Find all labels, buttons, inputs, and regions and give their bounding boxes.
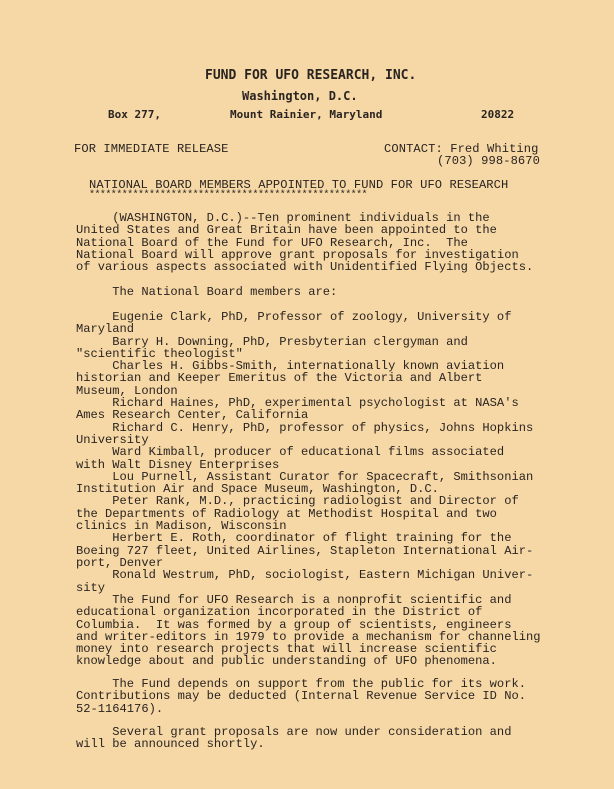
text-line: Ward Kimball, producer of educational films associated	[76, 445, 505, 460]
text-line: Contributions may be deducted (Internal Revenue Service ID No.	[76, 689, 526, 704]
postal-box: Box 277,	[108, 108, 161, 121]
postal-address: Mount Rainier, Maryland	[230, 108, 383, 121]
text-line: Peter Rank, M.D., practicing radiologist and Director of	[76, 494, 519, 509]
text-line: Richard C. Henry, PhD, professor of physics, Johns Hopkins	[76, 420, 534, 435]
text-line: National Board of the Fund for UFO Research, Inc. The	[76, 235, 468, 250]
text-line: Lou Purnell, Assistant Curator for Spacecraft, Smithsonian	[76, 469, 534, 484]
text-line: United States and Great Britain have been appointed to the	[76, 223, 497, 238]
text-line: knowledge about and public understanding of UFO phenomena.	[76, 654, 497, 669]
headline-underline: ***************************************************	[89, 190, 368, 201]
text-line: National Board will approve grant proposals for investigation	[76, 247, 519, 262]
release-notice: FOR IMMEDIATE RELEASE	[74, 142, 229, 156]
text-line: Boeing 727 fleet, United Airlines, Stapleton International Air-	[76, 543, 534, 558]
intro-paragraph	[76, 212, 533, 273]
support-paragraph	[76, 678, 526, 715]
members-lead-paragraph	[76, 286, 337, 298]
text-line: Museum, London	[76, 383, 178, 398]
text-line: Ames Research Center, California	[76, 408, 309, 423]
text-line: Several grant proposals are now under consideration and	[76, 725, 512, 739]
text-line: educational organization incorporated in the District of	[76, 605, 483, 620]
text-line: Columbia. It was formed by a group of scientists, engineers	[76, 617, 512, 632]
text-line: Maryland	[76, 322, 135, 337]
text-line: sity	[76, 580, 106, 595]
text-line: Richard Haines, PhD, experimental psychologist at NASA's	[76, 396, 519, 411]
text-line: (WASHINGTON, D.C.)--Ten prominent individuals in the	[76, 211, 490, 225]
text-line: Eugenie Clark, PhD, Professor of zoology, University of	[76, 310, 512, 324]
text-line: 52-1164176).	[76, 701, 164, 716]
text-line: Ronald Westrum, PhD, sociologist, Eastern Michigan Univer-	[76, 568, 534, 583]
text-line: Charles H. Gibbs-Smith, internationally known aviation	[76, 359, 505, 374]
contact-name: CONTACT: Fred Whiting	[384, 142, 539, 156]
org-city: Washington, D.C.	[242, 89, 358, 103]
text-line: "scientific theologist"	[76, 346, 243, 361]
text-line: will be announced shortly.	[76, 737, 265, 752]
text-line: University	[76, 432, 149, 447]
text-line: The National Board members are:	[76, 285, 338, 299]
text-line: of various aspects associated with Unidentified Flying Objects.	[76, 260, 534, 275]
text-line: Herbert E. Roth, coordinator of flight training for the	[76, 531, 512, 546]
text-line: and writer-editors in 1979 to provide a mechanism for channeling	[76, 629, 541, 644]
text-line: the Departments of Radiology at Methodist Hospital and two	[76, 506, 497, 521]
text-line: Institution Air and Space Museum, Washington, D.C.	[76, 482, 439, 497]
text-line: port, Denver	[76, 555, 164, 570]
postal-zip: 20822	[481, 108, 515, 121]
text-line: The Fund depends on support from the public for its work.	[76, 677, 526, 691]
closing-paragraph	[76, 726, 511, 751]
about-paragraph	[76, 594, 540, 668]
text-line: with Walt Disney Enterprises	[76, 457, 280, 472]
text-line: money into research projects that will increase scientific	[76, 642, 497, 657]
board-members-list	[76, 311, 533, 594]
text-line: clinics in Madison, Wisconsin	[76, 519, 287, 534]
text-line: Barry H. Downing, PhD, Presbyterian clergyman and	[76, 334, 468, 349]
org-name: FUND FOR UFO RESEARCH, INC.	[205, 68, 417, 83]
text-line: historian and Keeper Emeritus of the Victoria and Albert	[76, 371, 483, 386]
headline: NATIONAL BOARD MEMBERS APPOINTED TO FUND FOR UFO RESEARCH	[89, 178, 509, 192]
text-line: The Fund for UFO Research is a nonprofit scientific and	[76, 593, 512, 607]
contact-phone: (703) 998-8670	[437, 154, 541, 168]
